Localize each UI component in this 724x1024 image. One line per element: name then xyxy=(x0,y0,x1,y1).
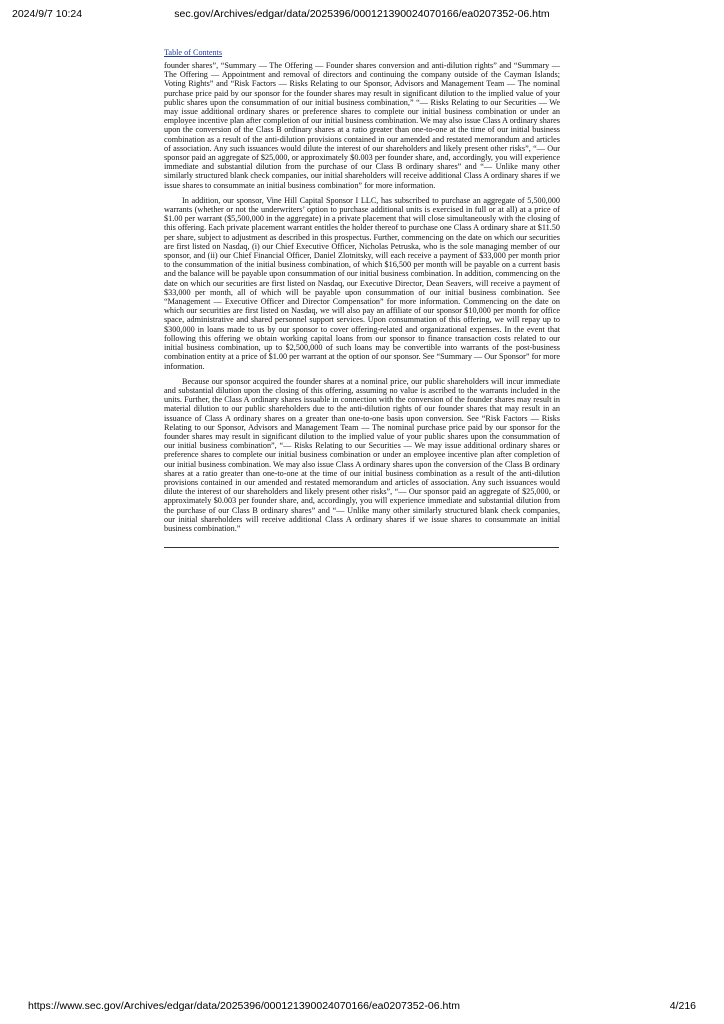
paragraph-1: founder shares”, “Summary — The Offering — Founder shares conversion and anti-dilution rights” and “Summary — The Offering — Appointment and removal of directors and continuing the company outside of the Cayman Islands; Voting Rights” and “Risk Factors — Risks Relating to our Sponsor, Advisors and Management Team — The nominal purchase price paid by our sponsor for the founder shares may result in significant dilution to the implied value of your public shares upon the consummation of our initial business combination,” “— Risks Relating to our Securities — We may issue additional ordinary shares or preference shares to complete our initial business combination or under an employee incentive plan after completion of our initial business combination. We may also issue Class A ordinary shares upon the conversion of the Class B ordinary shares at a ratio greater than one-to-one at the time of our initial business combination as a result of the anti-dilution provisions contained in our amended and restated memorandum and articles of association. Any such issuances would dilute the interest of our shareholders and likely present other risks”, “— Our sponsor paid an aggregate of $25,000, or approximately $0.003 per founder share, and, accordingly, you will experience immediate and substantial dilution from the purchase of our Class B ordinary shares” and “— Unlike many other similarly structured blank check companies, our initial shareholders will receive additional Class A ordinary shares if we issue shares to consummate an initial business combination” for more information. xyxy=(164,61,560,190)
table-of-contents-link[interactable]: Table of Contents xyxy=(164,48,223,57)
print-title: sec.gov/Archives/edgar/data/2025396/000121390024070166/ea0207352-06.htm xyxy=(174,8,550,20)
paragraph-2: In addition, our sponsor, Vine Hill Capital Sponsor I LLC, has subscribed to purchase an aggregate of 5,500,000 warrants (whether or not the underwriters’ option to purchase additional units is exercised in full or at all) at a price of $1.00 per warrant ($5,500,000 in the aggregate) in a private placement that will close simultaneously with the closing of this offering. Each private placement warrant entitles the holder thereof to purchase one Class A ordinary share at $11.50 per share, subject to adjustment as described in this prospectus. Further, commencing on the date on which our securities are first listed on Nasdaq, (i) our Chief Executive Officer, Nicholas Petruska, who is the sole managing member of our sponsor, and (ii) our Chief Financial Officer, Daniel Zlotnitsky, will each receive a payment of $33,000 per month prior to the consummation of the initial business combination, of which $16,500 per month will be payable on a current basis and the balance will be payable upon consummation of our initial business combination. In addition, commencing on the date on which our securities are first listed on Nasdaq, our Executive Director, Dean Seavers, will receive a payment of $33,000 per month, all of which will be payable upon consummation of our initial business combination. See “Management — Executive Officer and Director Compensation” for more information. Commencing on the date on which our securities are first listed on Nasdaq, we will also pay an affiliate of our sponsor $10,000 per month for office space, administrative and shared personnel support services. Upon consummation of this offering, we will repay up to $300,000 in loans made to us by our sponsor to cover offering-related and organizational expenses. In the event that following this offering we obtain working capital loans from our sponsor to finance transaction costs related to our initial business combination, up to $2,500,000 of such loans may be convertible into warrants of the post-business combination entity at a price of $1.00 per warrant at the option of our sponsor. See “Summary — Our Sponsor” for more information. xyxy=(164,195,560,371)
print-footer xyxy=(28,1000,696,1014)
print-datetime: 2024/9/7 10:24 xyxy=(12,8,83,20)
document-page xyxy=(164,42,560,548)
page-divider xyxy=(164,547,559,548)
page-count: 4/216 xyxy=(669,1000,696,1012)
paragraph-3: Because our sponsor acquired the founder shares at a nominal price, our public shareholders will incur immediate and substantial dilution upon the closing of this offering, assuming no value is ascribed to the warrants included in the units. Further, the Class A ordinary shares issuable in connection with the conversion of the founder shares may result in material dilution to our public shareholders due to the anti-dilution rights of our founder shares that may result in an issuance of Class A ordinary shares on a greater than one-to-one basis upon conversion. See “Risk Factors — Risks Relating to our Sponsor, Advisors and Management Team — The nominal purchase price paid by our sponsor for the founder shares may result in significant dilution to the implied value of your public shares upon the consummation of our initial business combination”, “— Risks Relating to our Securities — We may issue additional ordinary shares or preference shares to complete our initial business combination or under an employee incentive plan after completion of our initial business combination. We may also issue Class A ordinary shares upon the conversion of the Class B ordinary shares at a ratio greater than one-to-one at the time of our initial business combination as a result of the anti-dilution provisions contained in our amended and restated memorandum and articles of association. Any such issuances would dilute the interest of our shareholders and likely present other risks”, “— Our sponsor paid an aggregate of $25,000, or approximately $0.003 per founder share, and, accordingly, you will experience immediate and substantial dilution from the purchase of our Class B ordinary shares” and “— Unlike many other similarly structured blank check companies, our initial shareholders will receive additional Class A ordinary shares if we issue shares to consummate an initial business combination.” xyxy=(164,376,560,533)
print-header xyxy=(12,8,712,22)
footer-url: https://www.sec.gov/Archives/edgar/data/2025396/000121390024070166/ea0207352-06.htm xyxy=(28,1000,460,1012)
